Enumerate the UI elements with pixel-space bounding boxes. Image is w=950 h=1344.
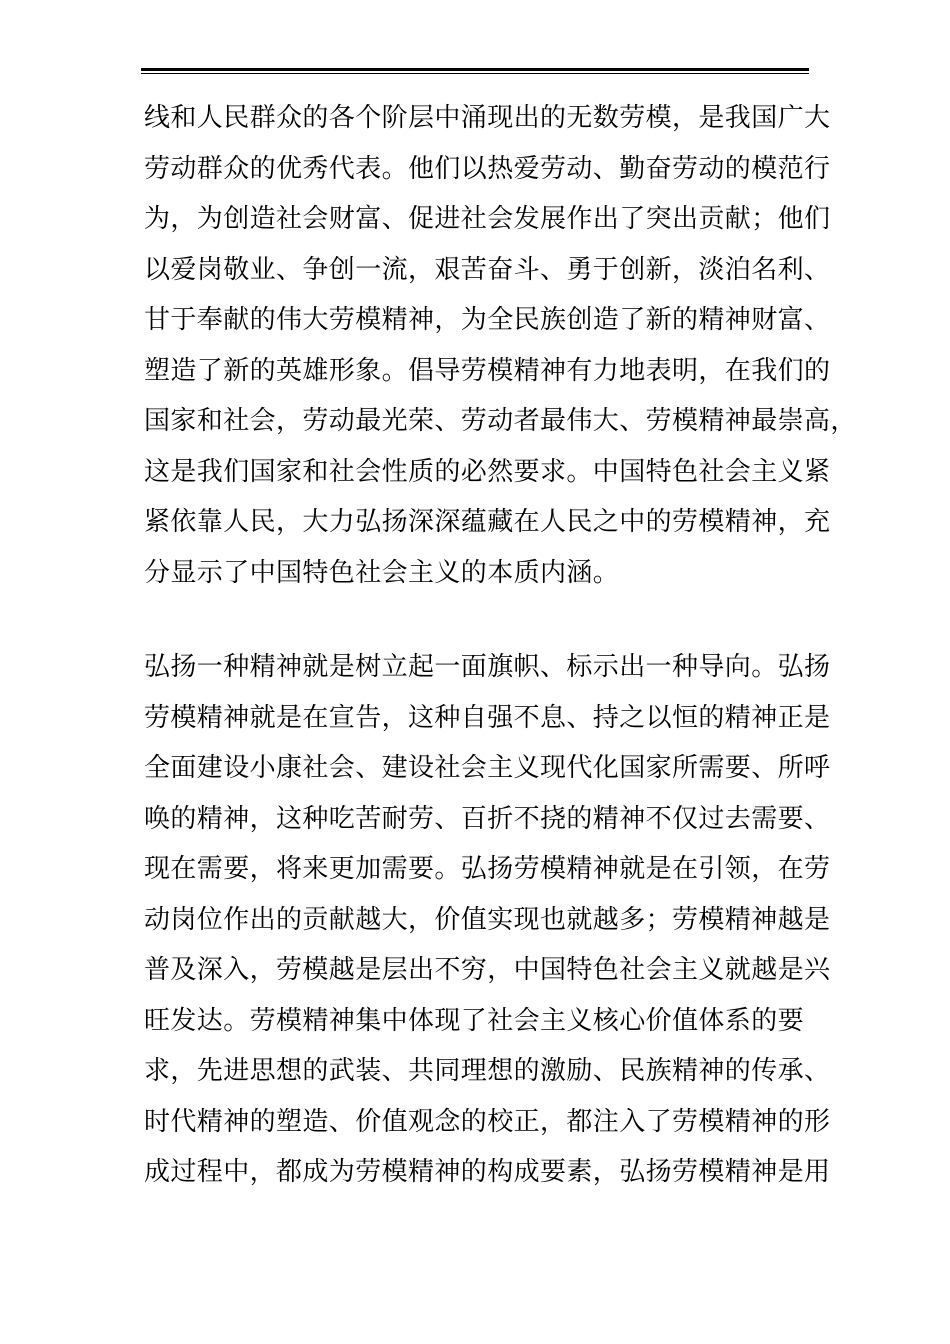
text-line: 成过程中，都成为劳模精神的构成要素，弘扬劳模精神是用 xyxy=(144,1157,831,1187)
text-line: 动岗位作出的贡献越大，价值实现也就越多；劳模精神越是 xyxy=(144,904,831,935)
text-line: 唤的精神，这种吃苦耐劳、百折不挠的精神不仅过去需要、 xyxy=(144,803,831,834)
text-line: 甘于奉献的伟大劳模精神，为全民族创造了新的精神财富、 xyxy=(144,305,831,335)
text-line: 求，先进思想的武装、共同理想的激励、民族精神的传承、 xyxy=(144,1056,831,1086)
header-rule-thick xyxy=(141,68,809,71)
text-line: 以爱岗敬业、争创一流，艰苦奋斗、勇于创新，淡泊名利、 xyxy=(144,254,831,285)
text-line: 紧依靠人民，大力弘扬深深蕴藏在人民之中的劳模精神，充 xyxy=(144,507,831,537)
text-line: 全面建设小康社会、建设社会主义现代化国家所需要、所呼 xyxy=(144,753,831,783)
text-line: 国家和社会，劳动最光荣、劳动者最伟大、劳模精神最崇高， xyxy=(144,406,857,436)
text-line: 劳模精神就是在宣告，这种自强不息、持之以恒的精神正是 xyxy=(144,702,831,733)
body-paragraph-1 xyxy=(144,93,857,598)
text-line: 为，为创造社会财富、促进社会发展作出了突出贡献；他们 xyxy=(144,204,831,234)
text-line: 塑造了新的英雄形象。倡导劳模精神有力地表明，在我们的 xyxy=(144,355,831,386)
text-line: 线和人民群众的各个阶层中涌现出的无数劳模，是我国广大 xyxy=(144,103,831,133)
text-line: 现在需要，将来更加需要。弘扬劳模精神就是在引领，在劳 xyxy=(144,854,831,884)
text-line: 时代精神的塑造、价值观念的校正，都注入了劳模精神的形 xyxy=(144,1106,831,1137)
text-line: 劳动群众的优秀代表。他们以热爱劳动、勤奋劳动的模范行 xyxy=(144,153,831,184)
text-line: 这是我们国家和社会性质的必然要求。中国特色社会主义紧 xyxy=(144,456,831,487)
text-line: 分显示了中国特色社会主义的本质内涵。 xyxy=(144,557,620,588)
text-line: 普及深入，劳模越是层出不穷，中国特色社会主义就越是兴 xyxy=(144,955,831,985)
text-line: 旺发达。劳模精神集中体现了社会主义核心价值体系的要 xyxy=(144,1005,805,1036)
header-rule-thin xyxy=(141,73,809,74)
text-line: 弘扬一种精神就是树立起一面旗帜、标示出一种导向。弘扬 xyxy=(144,652,831,682)
body-paragraph-2 xyxy=(144,642,831,1198)
header-double-rule xyxy=(141,68,809,76)
